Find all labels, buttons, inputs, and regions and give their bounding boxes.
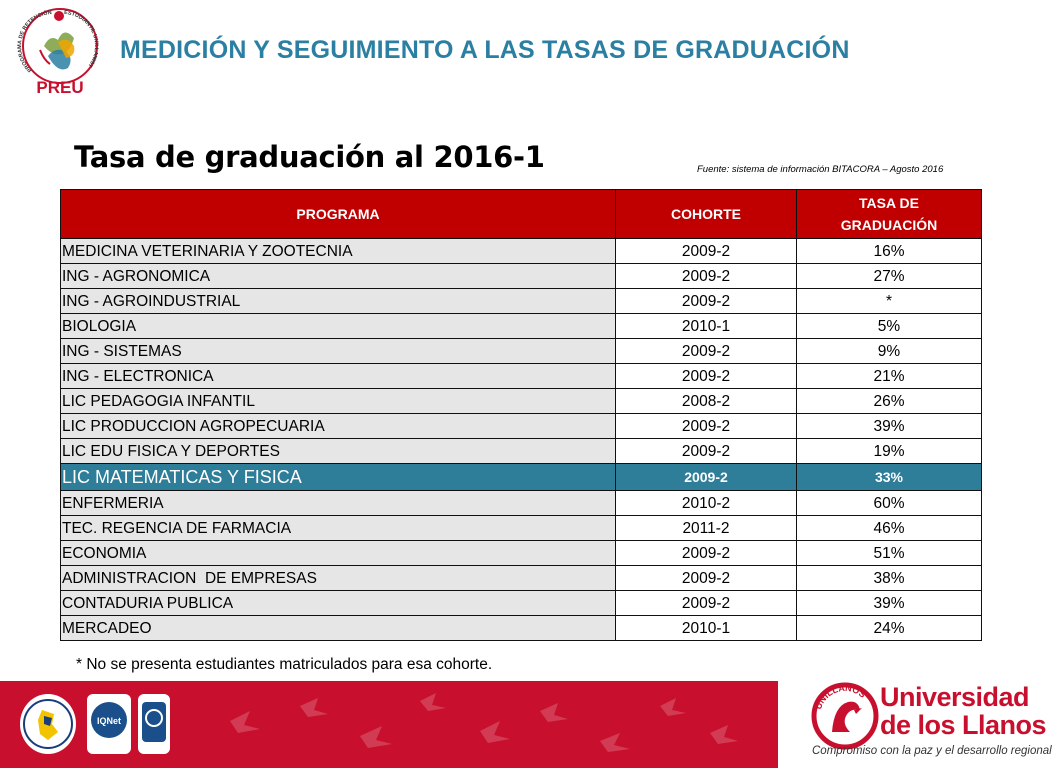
cell-programa: ING - SISTEMAS	[61, 339, 616, 364]
table-row	[61, 339, 982, 364]
icontec-certification-icon	[138, 694, 170, 754]
header-tasa	[797, 190, 982, 239]
graduation-table	[60, 189, 982, 641]
cell-cohorte: 2009-2	[616, 239, 797, 264]
cell-cohorte: 2009-2	[616, 414, 797, 439]
cell-programa: ENFERMERIA	[61, 491, 616, 516]
cell-tasa: 21%	[797, 364, 982, 389]
header-cohorte: COHORTE	[616, 190, 797, 239]
iqnet-certification-icon	[87, 694, 131, 754]
cell-tasa: 46%	[797, 516, 982, 541]
cell-cohorte: 2009-2	[616, 339, 797, 364]
cell-tasa: 5%	[797, 314, 982, 339]
table-row	[61, 264, 982, 289]
university-name-line1: Universidad	[880, 682, 1030, 712]
source-note: Fuente: sistema de información BITACORA – Agosto 2016	[697, 164, 944, 175]
cell-programa: CONTADURIA PUBLICA	[61, 591, 616, 616]
cell-cohorte: 2010-1	[616, 616, 797, 641]
table-row	[61, 414, 982, 439]
cell-tasa: 38%	[797, 566, 982, 591]
table-row	[61, 364, 982, 389]
svg-text:UNILLANOS	[813, 683, 868, 711]
cell-tasa: 24%	[797, 616, 982, 641]
table-row	[61, 239, 982, 264]
unillanos-logo-text: UNILLANOS	[813, 682, 868, 711]
cell-programa: MEDICINA VETERINARIA Y ZOOTECNIA	[61, 239, 616, 264]
table-row	[61, 389, 982, 414]
cell-cohorte: 2010-2	[616, 491, 797, 516]
table-row	[61, 516, 982, 541]
table-row	[61, 566, 982, 591]
cell-tasa: 27%	[797, 264, 982, 289]
cell-tasa: 51%	[797, 541, 982, 566]
cell-cohorte: 2009-2	[616, 264, 797, 289]
preu-logo-label: PREU	[36, 78, 84, 97]
table-row	[61, 541, 982, 566]
cell-programa: ING - AGRONOMICA	[61, 264, 616, 289]
cell-cohorte: 2009-2	[616, 439, 797, 464]
cell-cohorte: 2009-2	[616, 464, 797, 491]
cell-cohorte: 2009-2	[616, 541, 797, 566]
colombia-seal-icon	[20, 694, 76, 754]
table-row	[61, 591, 982, 616]
cell-programa: ADMINISTRACION DE EMPRESAS	[61, 566, 616, 591]
header-programa: PROGRAMA	[61, 190, 616, 239]
cell-tasa: 33%	[797, 464, 982, 491]
cell-programa: LIC MATEMATICAS Y FISICA	[61, 464, 616, 491]
cell-programa: ING - AGROINDUSTRIAL	[61, 289, 616, 314]
university-slogan: Compromiso con la paz y el desarrollo regional	[812, 745, 1052, 757]
unillanos-logo-icon	[810, 680, 880, 752]
cell-cohorte: 2011-2	[616, 516, 797, 541]
cell-cohorte: 2009-2	[616, 289, 797, 314]
cell-tasa: 39%	[797, 414, 982, 439]
cell-programa: BIOLOGIA	[61, 314, 616, 339]
cell-cohorte: 2008-2	[616, 389, 797, 414]
svg-text:PROGRAMA DE RETENCIÓN	[17, 8, 52, 73]
cell-programa: MERCADEO	[61, 616, 616, 641]
cell-programa: LIC EDU FISICA Y DEPORTES	[61, 439, 616, 464]
footnote: * No se presenta estudiantes matriculados para esa cohorte.	[76, 656, 493, 673]
cell-tasa: *	[797, 289, 982, 314]
cell-tasa: 9%	[797, 339, 982, 364]
cell-tasa: 19%	[797, 439, 982, 464]
cell-tasa: 39%	[797, 591, 982, 616]
iqnet-label: IQNet	[96, 716, 122, 726]
cell-programa: TEC. REGENCIA DE FARMACIA	[61, 516, 616, 541]
section-title: Tasa de graduación al 2016-1	[74, 140, 545, 174]
header-tasa-line1: TASA DE	[859, 195, 919, 211]
table-header-row	[61, 190, 982, 239]
cell-programa: LIC PRODUCCION AGROPECUARIA	[61, 414, 616, 439]
cell-programa: ING - ELECTRONICA	[61, 364, 616, 389]
cell-tasa: 26%	[797, 389, 982, 414]
cell-tasa: 16%	[797, 239, 982, 264]
preu-logo	[14, 6, 104, 96]
table-row	[61, 439, 982, 464]
table-row	[61, 491, 982, 516]
preu-logo-ring-right: ESTUDIANTIL UNILLANIST	[63, 9, 100, 69]
table-row	[61, 289, 982, 314]
cell-cohorte: 2009-2	[616, 364, 797, 389]
preu-logo-ring-left: PROGRAMA DE RETENCIÓN	[17, 9, 53, 73]
cell-programa: LIC PEDAGOGIA INFANTIL	[61, 389, 616, 414]
cell-programa: ECONOMIA	[61, 541, 616, 566]
header-tasa-line2: GRADUACIÓN	[840, 217, 938, 233]
university-name-line2: de los Llanos	[880, 710, 1047, 740]
cell-cohorte: 2009-2	[616, 591, 797, 616]
table-row	[61, 616, 982, 641]
page-title: MEDICIÓN Y SEGUIMIENTO A LAS TASAS DE GRADUACIÓN	[120, 36, 850, 64]
table-row-highlighted	[61, 464, 982, 491]
table-row	[61, 314, 982, 339]
cell-tasa: 60%	[797, 491, 982, 516]
cell-cohorte: 2009-2	[616, 566, 797, 591]
cell-cohorte: 2010-1	[616, 314, 797, 339]
